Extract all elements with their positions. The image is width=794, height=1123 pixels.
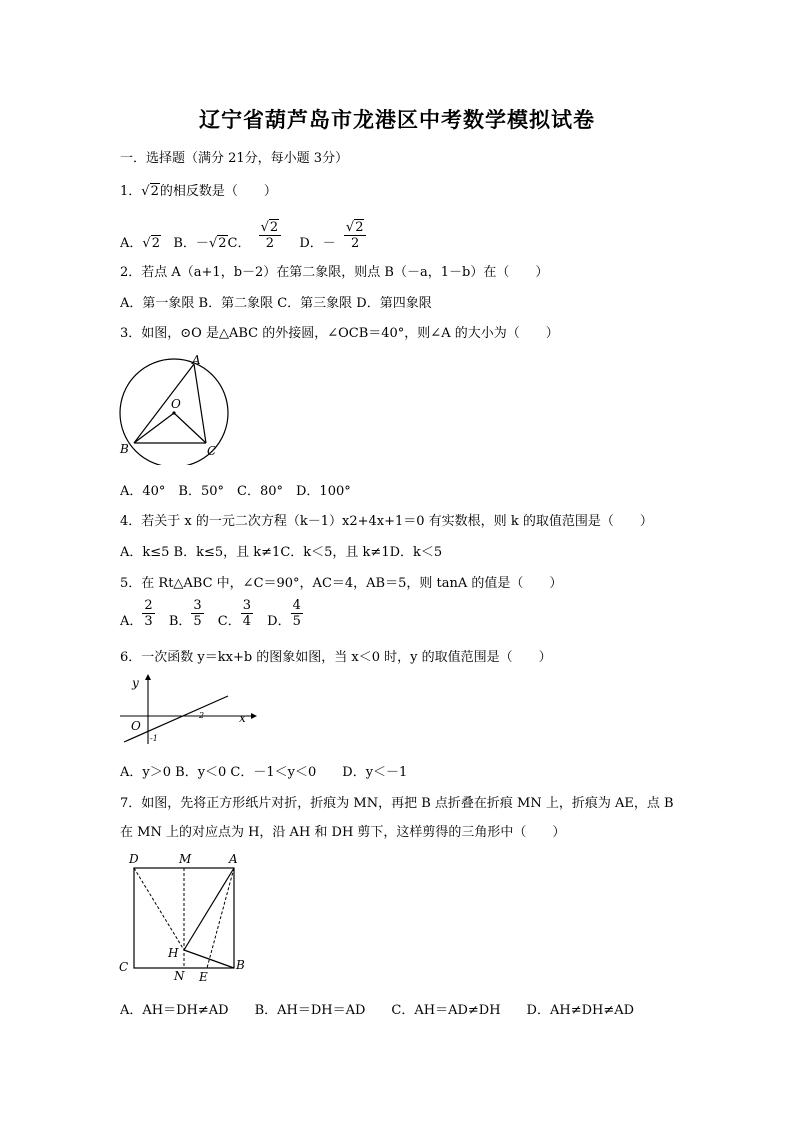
question-1-options	[120, 210, 366, 250]
q3-label-a: A	[192, 353, 201, 367]
section-heading: 一．选择题（满分 21分，每小题 3分）	[120, 151, 349, 166]
q7-label-h: H	[168, 946, 179, 960]
q6-graph-figure	[115, 670, 265, 748]
q1-option-a-label: A．	[120, 236, 143, 251]
q7-label-n: N	[174, 969, 185, 983]
q5-option-d-fraction: $\frac{4}{5}$	[292, 598, 301, 629]
question-4-stem: 4．若关于 x 的一元二次方程（k－1）x2+4x+1＝0 有实数根，则 k 的取值范围是（ ）	[120, 514, 653, 529]
q7-line-dh	[134, 868, 184, 950]
question-5-stem: 5．在 Rt△ABC 中，∠C＝90°，AC＝4，AB＝5，则 tanA 的值是（ ）	[120, 576, 563, 591]
question-1-stem	[120, 180, 277, 199]
q3-radius-oc	[174, 413, 206, 443]
q1-number: 1．	[120, 184, 142, 199]
q6-label-x: x	[239, 711, 246, 725]
question-7-options: A．AH＝DH≠AD B．AH＝DH＝AD C．AH＝AD≠DH D．AH≠DH≠AD	[120, 1003, 635, 1018]
q5-option-d-label: D．	[267, 614, 291, 629]
q7-label-a: A	[229, 852, 238, 866]
q7-label-d: D	[129, 852, 139, 866]
question-4-options: A．k≤5 B．k≤5，且 k≠1C．k＜5，且 k≠1D．k＜5	[120, 545, 443, 560]
question-3-stem: 3．如图，⊙O 是△ABC 的外接圆，∠OCB＝40°，则∠A 的大小为（ ）	[120, 326, 559, 341]
q1-option-b-label: B．－	[173, 236, 209, 251]
q1-option-d-fraction: $\frac{√2}{2}$	[344, 220, 367, 251]
q7-square-figure	[115, 848, 255, 988]
q6-label-y: y	[132, 676, 139, 690]
q6-label-neg1: -1	[150, 734, 158, 743]
q6-label-2: 2	[199, 711, 205, 720]
question-5-options	[120, 598, 313, 629]
q7-fold-ae	[207, 868, 234, 968]
question-6-stem: 6．一次函数 y＝kx+b 的图象如图，当 x＜0 时，y 的取值范围是（ ）	[120, 650, 552, 665]
question-6-options: A．y＞0 B．y＜0 C．－1＜y＜0 D．y＜－1	[120, 765, 408, 780]
q1-text: 的相反数是（ ）	[159, 184, 277, 199]
q5-option-b-fraction: $\frac{3}{5}$	[193, 598, 202, 629]
q5-option-b-label: B．	[168, 614, 192, 629]
page-title: 辽宁省葫芦岛市龙港区中考数学模拟试卷	[199, 107, 595, 132]
q7-label-e: E	[199, 970, 208, 984]
q1-option-c-label: C．	[227, 236, 251, 251]
q6-label-o: O	[131, 719, 141, 733]
q5-option-c-label: C．	[217, 614, 241, 629]
q3-label-c: C	[207, 444, 217, 458]
q3-label-o: O	[171, 397, 181, 411]
q1-option-a-sqrt: √2	[142, 236, 160, 251]
q3-side-ac	[194, 364, 206, 443]
question-2-options: A．第一象限 B．第二象限 C．第三象限 D．第四象限	[120, 296, 432, 311]
question-7-stem-line2: 在 MN 上的对应点为 H，沿 AH 和 DH 剪下，这样剪得的三角形中（ ）	[120, 825, 566, 840]
q1-option-c-fraction: $\frac{√2}{2}$	[259, 220, 282, 251]
question-7-stem-line1: 7．如图，先将正方形纸片对折，折痕为 MN，再把 B 点折叠在折痕 MN 上，折痕为 AE，点 B	[120, 796, 674, 811]
q6-x-arrow	[251, 713, 257, 719]
q1-option-b-sqrt: √2	[208, 236, 227, 251]
q3-center-point	[172, 411, 175, 414]
q5-option-a-fraction: $\frac{2}{3}$	[144, 598, 153, 629]
q7-label-b: B	[236, 958, 245, 972]
q7-label-m: M	[179, 852, 192, 866]
q6-y-arrow	[145, 674, 151, 680]
q1-sqrt: √2	[141, 184, 159, 199]
q7-label-c: C	[119, 960, 129, 974]
q3-side-ba	[134, 364, 194, 443]
question-3-options: A．40° B．50° C．80° D．100°	[120, 484, 351, 499]
q3-label-b: B	[120, 442, 129, 456]
q5-option-c-fraction: $\frac{3}{4}$	[242, 598, 252, 629]
q7-line-hb	[184, 950, 234, 968]
q3-circle-figure	[110, 350, 240, 465]
q1-option-d-label: D．－	[299, 236, 336, 251]
q7-line-ah	[184, 868, 234, 950]
q5-option-a-label: A．	[120, 614, 143, 629]
question-2-stem: 2．若点 A（a+1，b－2）在第二象限，则点 B（－a，1－b）在（ ）	[120, 265, 549, 280]
